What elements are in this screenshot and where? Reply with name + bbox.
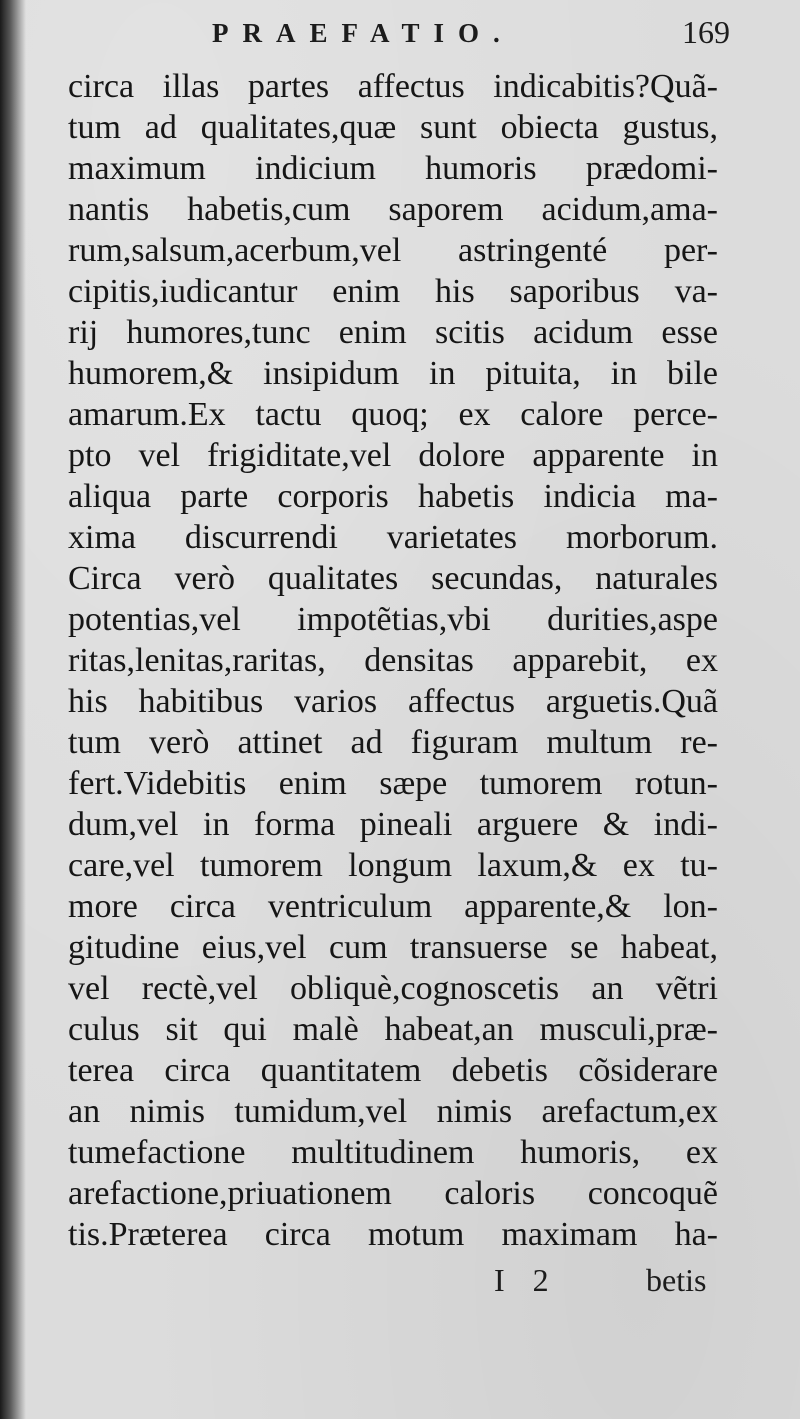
text-line: xima discurrendi varietates morborum. [68,519,718,556]
text-line: terea circa quantitatem debetis cõsiderare [68,1052,718,1089]
text-line: rum,salsum,acerbum,vel astringenté per- [68,232,718,269]
page-number: 169 [682,14,730,50]
text-line: dum,vel in forma pineali arguere & indi- [68,806,718,843]
text-line: an nimis tumidum,vel nimis arefactum,ex [68,1093,718,1130]
text-line: ritas,lenitas,raritas, densitas apparebit, ex [68,642,718,679]
binding-shadow [0,0,26,1419]
text-line: cipitis,iudicantur enim his saporibus va- [68,273,718,310]
text-line: tumefactione multitudinem humoris, ex [68,1134,718,1171]
text-line: fert.Videbitis enim sæpe tumorem rotun- [68,765,718,802]
text-line: culus sit qui malè habeat,an musculi,præ- [68,1011,718,1048]
catchword: betis [646,1262,707,1298]
text-line: more circa ventriculum apparente,& lon- [68,888,718,925]
text-line: his habitibus varios affectus arguetis.Quã [68,683,718,720]
text-line: rij humores,tunc enim scitis acidum esse [68,314,718,351]
text-line: care,vel tumorem longum laxum,& ex tu- [68,847,718,884]
text-line: tum verò attinet ad figuram multum re- [68,724,718,761]
text-line: Circa verò qualitates secundas, naturales [68,560,718,597]
body-text [68,66,718,1255]
text-line: circa illas partes affectus indicabitis?Quã- [68,68,718,105]
text-line: amarum.Ex tactu quoq; ex calore perce- [68,396,718,433]
text-line: vel rectè,vel obliquè,cognoscetis an vẽtri [68,970,718,1007]
text-line: gitudine eius,vel cum transuerse se habeat, [68,929,718,966]
signature-mark: I 2 [494,1262,559,1298]
text-line: maximum indicium humoris prædomi- [68,150,718,187]
text-line: potentias,vel impotẽtias,vbi durities,aspe [68,601,718,638]
text-line: humorem,& insipidum in pituita, in bile [68,355,718,392]
text-line: aliqua parte corporis habetis indicia ma- [68,478,718,515]
text-line: pto vel frigiditate,vel dolore apparente in [68,437,718,474]
text-line: tum ad qualitates,quæ sunt obiecta gustus, [68,109,718,146]
running-head: PRAEFATIO. [212,18,514,48]
text-line: tis.Præterea circa motum maximam ha- [68,1216,718,1253]
text-line: nantis habetis,cum saporem acidum,ama- [68,191,718,228]
text-line: arefactione,priuationem caloris concoquẽ [68,1175,718,1212]
